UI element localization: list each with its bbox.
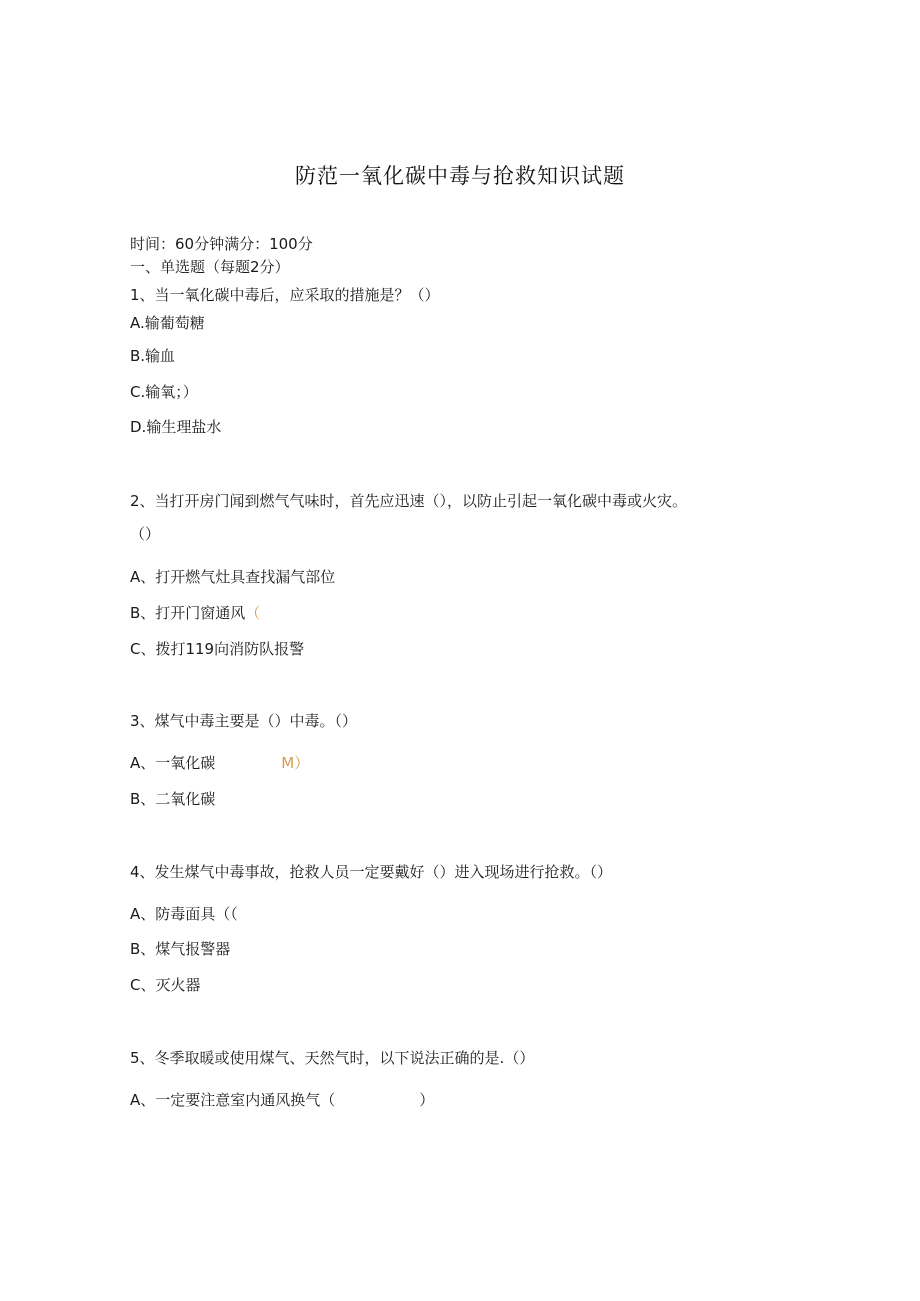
question-5-option-a-text: A、一定要注意室内通风换气（ [130,1091,336,1109]
question-2-option-c: C、拨打119向消防队报警 [130,640,305,658]
question-4-option-b: B、煤气报警器 [130,940,231,958]
question-1-stem: 1、当一氧化碳中毒后，应采取的措施是？（） [130,286,440,304]
question-3-stem: 3、煤气中毒主要是（）中毒。（） [130,712,358,730]
question-1-option-b: B.输血 [130,347,176,365]
question-1-option-d: D.输生理盐水 [130,418,222,436]
question-2-stem-continued: （） [130,525,161,543]
question-5-stem: 5、冬季取暖或使用煤气、天然气时，以下说法正确的是.（） [130,1049,535,1067]
question-3-option-a [130,753,309,773]
question-2-option-b-mark: （ [245,604,261,622]
question-2-option-a: A、打开燃气灶具查找漏气部位 [130,568,336,586]
question-4-option-a: A、防毒面具（（ [130,905,238,923]
question-3-option-a-mark: M） [281,754,310,772]
question-1-option-c: C.输氧；） [130,383,198,401]
section-heading: 一、单选题（每题2分） [130,258,290,276]
question-5-option-a [130,1090,434,1110]
document-title: 防范一氧化碳中毒与抢救知识试题 [295,164,625,188]
question-2-stem: 2、当打开房门闻到燃气气味时，首先应迅速（），以防止引起一氧化碳中毒或火灾。 [130,492,688,510]
question-3-option-a-text: A、一氧化碳 [130,754,216,772]
question-1-option-a: A.输葡萄糖 [130,314,205,332]
question-3-option-b: B、二氧化碳 [130,790,216,808]
question-5-option-a-close: ） [419,1091,435,1109]
question-2-option-b [130,603,260,623]
question-4-stem: 4、发生煤气中毒事故，抢救人员一定要戴好（）进入现场进行抢救。（） [130,863,613,881]
exam-meta: 时间：60分钟满分：100分 [130,235,313,253]
question-4-option-c: C、灭火器 [130,976,201,994]
question-2-option-b-text: B、打开门窗通风 [130,604,246,622]
